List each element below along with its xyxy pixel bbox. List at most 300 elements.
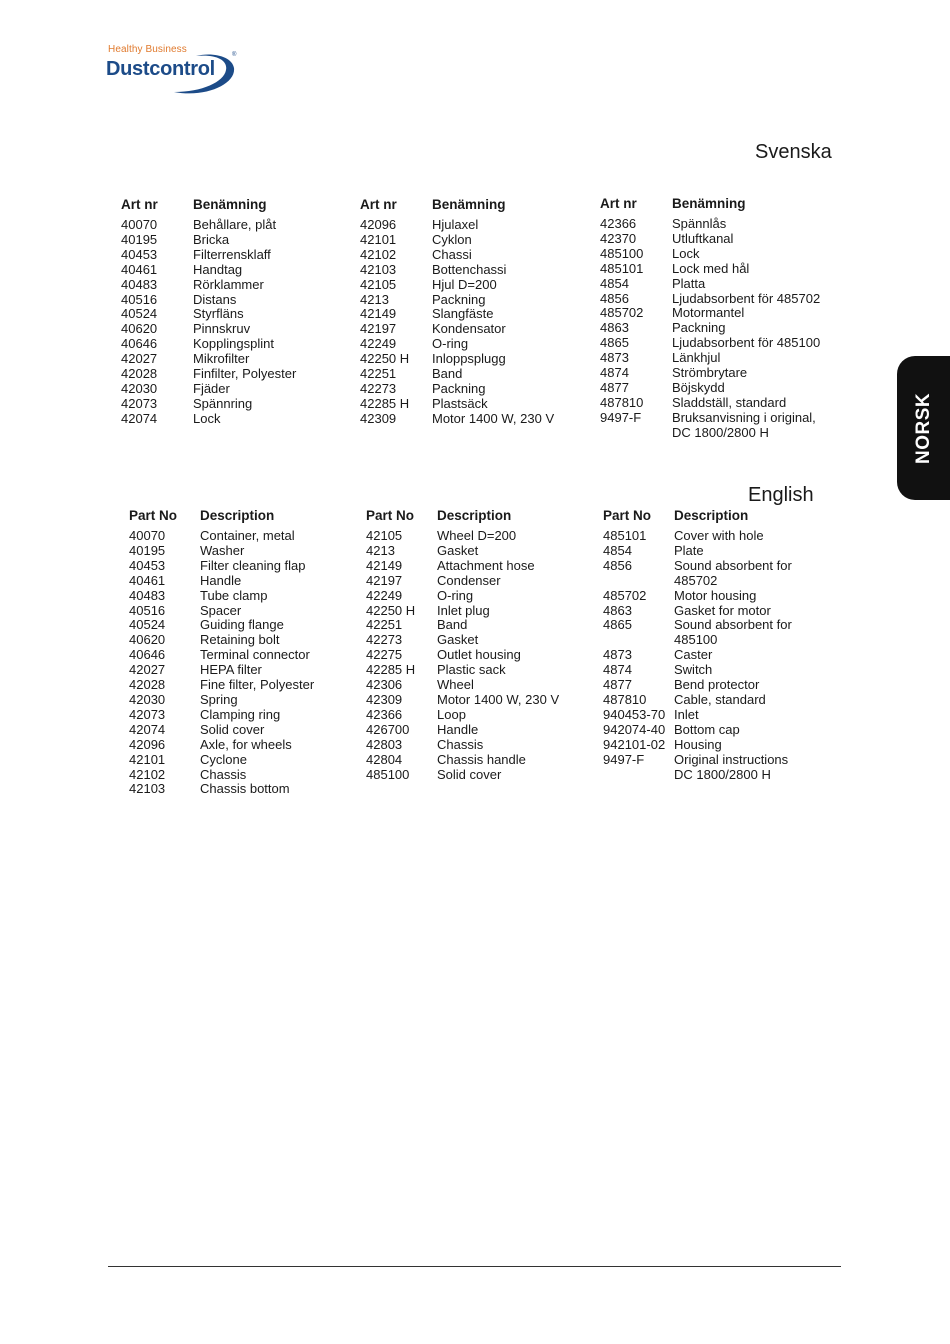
- part-description: Washer: [200, 542, 245, 558]
- part-description: Bottenchassi: [432, 261, 507, 277]
- part-description: Solid cover: [200, 721, 265, 737]
- part-row: [129, 723, 314, 738]
- part-description: Chassi: [432, 246, 472, 262]
- side-tab-label: NORSK: [913, 392, 934, 464]
- part-row: [366, 708, 559, 723]
- header-part-number: Art nr: [121, 197, 158, 212]
- part-number: 40516: [129, 602, 166, 618]
- part-number: 42803: [366, 736, 403, 752]
- part-description: Mikrofilter: [193, 351, 250, 367]
- column-header: [129, 508, 314, 529]
- part-number: 40195: [121, 231, 158, 247]
- part-description: Wheel: [437, 677, 474, 693]
- part-row: [603, 753, 792, 768]
- part-row: [366, 589, 559, 604]
- part-number: 485702: [600, 305, 644, 321]
- part-description: Lock med hål: [672, 260, 750, 276]
- part-number: [603, 768, 674, 783]
- part-description: Container, metal: [200, 528, 295, 543]
- part-number: 4874: [603, 662, 632, 678]
- part-row: [360, 382, 554, 397]
- part-number: 42306: [366, 677, 403, 693]
- part-description: Gasket for motor: [674, 602, 771, 618]
- part-row: [603, 738, 792, 753]
- part-description: Hjulaxel: [432, 217, 479, 232]
- part-row: [603, 559, 792, 574]
- part-number: 42101: [360, 231, 397, 247]
- part-description: Spännlås: [672, 216, 727, 231]
- footer-divider: [108, 1266, 841, 1267]
- part-description: Chassis handle: [437, 751, 526, 767]
- part-row: [603, 678, 792, 693]
- part-number: 485100: [600, 245, 644, 261]
- part-description: Loop: [437, 706, 466, 722]
- part-row: [360, 263, 554, 278]
- part-number: 42309: [366, 691, 403, 707]
- part-description: Filter cleaning flap: [200, 557, 306, 573]
- part-description: Utluftkanal: [672, 230, 734, 246]
- part-row: [366, 529, 559, 544]
- svenska-column-2: [360, 197, 554, 427]
- part-row: [360, 412, 554, 427]
- part-row: [129, 559, 314, 574]
- part-row: [121, 352, 296, 367]
- part-description: Cyklon: [432, 231, 472, 247]
- part-number: 42309: [360, 410, 397, 426]
- part-row: [600, 277, 820, 292]
- part-description: Packning: [432, 380, 486, 396]
- part-description: Distans: [193, 291, 237, 307]
- part-row: [603, 663, 792, 678]
- part-row: [600, 426, 820, 441]
- part-number: 4854: [600, 275, 629, 291]
- part-number: 4863: [600, 320, 629, 336]
- part-number: 42250 H: [366, 602, 416, 618]
- svenska-column-3: [600, 196, 820, 441]
- part-row: [129, 753, 314, 768]
- part-row: [603, 618, 792, 633]
- part-description: Ljudabsorbent för 485702: [672, 290, 821, 306]
- part-number: 42103: [129, 781, 166, 797]
- part-description: Motor 1400 W, 230 V: [437, 691, 560, 707]
- part-number: 42027: [121, 351, 158, 367]
- part-description: Solid cover: [437, 766, 502, 782]
- header-part-number: Part No: [129, 508, 178, 523]
- header-part-number: Art nr: [600, 196, 637, 211]
- header-description: Description: [437, 508, 512, 523]
- part-row: [366, 648, 559, 663]
- part-number: 4854: [603, 542, 632, 558]
- part-number: 4874: [600, 365, 629, 381]
- header-part-number: Part No: [366, 508, 415, 523]
- part-row: [129, 738, 314, 753]
- part-number: 9497-F: [603, 751, 645, 767]
- part-description: Lock: [672, 245, 700, 261]
- part-row: [600, 247, 820, 262]
- part-row: [121, 263, 296, 278]
- part-description: Sladdställ, standard: [672, 394, 787, 410]
- part-row: [121, 322, 296, 337]
- part-row: [366, 663, 559, 678]
- part-number: 42370: [600, 230, 637, 246]
- part-description: Plastsäck: [432, 395, 488, 411]
- part-row: [603, 633, 792, 648]
- part-number: 40620: [129, 632, 166, 648]
- part-description: Condenser: [437, 572, 501, 588]
- part-description: Slangfäste: [432, 306, 494, 322]
- part-description: Axle, for wheels: [200, 736, 292, 752]
- part-description: Chassis: [437, 736, 484, 752]
- part-row: [121, 218, 296, 233]
- part-row: [360, 397, 554, 412]
- part-number: 42366: [600, 216, 637, 231]
- part-number: 4213: [360, 291, 389, 307]
- part-description: Kopplingsplint: [193, 336, 274, 352]
- part-number: 4865: [603, 617, 632, 633]
- part-description: Fine filter, Polyester: [200, 677, 315, 693]
- heading-english: English: [748, 484, 814, 506]
- part-number: 42250 H: [360, 351, 410, 367]
- part-description: Plate: [674, 542, 704, 558]
- part-row: [600, 262, 820, 277]
- part-row: [600, 381, 820, 396]
- part-description: Outlet housing: [437, 647, 521, 663]
- part-row: [121, 397, 296, 412]
- part-description: Bricka: [193, 231, 230, 247]
- part-description: Cover with hole: [674, 528, 764, 543]
- part-number: 4856: [600, 290, 629, 306]
- part-number: 42197: [360, 321, 397, 337]
- part-number: 4865: [600, 335, 629, 351]
- part-row: [129, 618, 314, 633]
- registered-mark: ®: [232, 52, 237, 58]
- part-row: [360, 218, 554, 233]
- part-description: Handle: [437, 721, 479, 737]
- part-number: 42249: [366, 587, 403, 603]
- english-column-3: [603, 508, 792, 782]
- part-number: 9497-F: [600, 409, 642, 425]
- part-number: 487810: [603, 691, 647, 707]
- part-description: O-ring: [437, 587, 474, 603]
- part-row: [366, 723, 559, 738]
- part-row: [603, 604, 792, 619]
- part-description: Lock: [193, 410, 221, 426]
- part-description: Bruksanvisning i original,: [672, 409, 816, 425]
- part-row: [600, 217, 820, 232]
- part-description: Terminal connector: [200, 647, 310, 663]
- part-description: Böjskydd: [672, 379, 725, 395]
- part-row: [360, 367, 554, 382]
- part-description: Handle: [200, 572, 242, 588]
- part-row: [360, 352, 554, 367]
- part-number: 42105: [360, 276, 397, 292]
- part-number: 942101-02: [603, 736, 666, 752]
- header-part-number: Art nr: [360, 197, 397, 212]
- header-description: Benämning: [672, 196, 746, 211]
- part-description: Bend protector: [674, 677, 760, 693]
- part-number: 940453-70: [603, 706, 666, 722]
- part-description: Cyclone: [200, 751, 247, 767]
- part-description: Behållare, plåt: [193, 217, 277, 232]
- part-description: Gasket: [437, 632, 479, 648]
- part-row: [366, 768, 559, 783]
- logo-name: Dustcontrol: [106, 58, 215, 80]
- part-number: [603, 574, 674, 589]
- part-row: [603, 693, 792, 708]
- part-description: Filterrensklaff: [193, 246, 271, 262]
- part-description: Fjäder: [193, 380, 230, 396]
- part-number: 40070: [129, 528, 166, 543]
- part-row: [600, 351, 820, 366]
- part-row: [366, 544, 559, 559]
- part-number: 42366: [366, 706, 403, 722]
- part-number: 485101: [600, 260, 644, 276]
- part-description: DC 1800/2800 H: [672, 424, 769, 440]
- column-header: [366, 508, 559, 529]
- part-number: 42074: [121, 410, 158, 426]
- part-row: [129, 648, 314, 663]
- part-row: [366, 693, 559, 708]
- part-row: [366, 633, 559, 648]
- part-number: 42102: [360, 246, 397, 262]
- part-row: [129, 678, 314, 693]
- part-description: Sound absorbent for: [674, 617, 792, 633]
- part-row: [366, 753, 559, 768]
- part-description: Bottom cap: [674, 721, 740, 737]
- part-description: Cable, standard: [674, 691, 766, 707]
- part-number: 40483: [121, 276, 158, 292]
- part-row: [129, 782, 314, 797]
- part-row: [129, 633, 314, 648]
- part-number: 485101: [603, 528, 647, 543]
- part-row: [603, 544, 792, 559]
- part-number: 42073: [129, 706, 166, 722]
- part-description: Rörklammer: [193, 276, 264, 292]
- part-number: 487810: [600, 394, 644, 410]
- part-row: [600, 306, 820, 321]
- part-row: [603, 529, 792, 544]
- part-description: Tube clamp: [200, 587, 268, 603]
- part-description: Gasket: [437, 542, 479, 558]
- part-row: [603, 768, 792, 783]
- part-number: 42103: [360, 261, 397, 277]
- part-description: Guiding flange: [200, 617, 284, 633]
- part-row: [366, 738, 559, 753]
- part-row: [129, 768, 314, 783]
- part-description: Wheel D=200: [437, 528, 517, 543]
- part-description: Original instructions: [674, 751, 789, 767]
- part-description: Clamping ring: [200, 706, 281, 722]
- part-description: Strömbrytare: [672, 365, 748, 381]
- part-number: 4877: [600, 379, 629, 395]
- part-row: [129, 574, 314, 589]
- part-number: 40461: [129, 572, 166, 588]
- part-row: [600, 396, 820, 411]
- part-row: [121, 367, 296, 382]
- part-row: [603, 723, 792, 738]
- part-row: [129, 544, 314, 559]
- part-description: HEPA filter: [200, 662, 262, 678]
- part-number: 42251: [360, 366, 397, 382]
- part-number: 40461: [121, 261, 158, 277]
- part-description: Länkhjul: [672, 350, 721, 366]
- part-number: 485702: [603, 587, 647, 603]
- part-description: Finfilter, Polyester: [193, 366, 297, 382]
- part-number: 42073: [121, 395, 158, 411]
- part-number: 42030: [129, 691, 166, 707]
- part-row: [600, 336, 820, 351]
- english-column-2: [366, 508, 559, 782]
- part-row: [121, 337, 296, 352]
- part-description: DC 1800/2800 H: [674, 766, 771, 782]
- part-number: 426700: [366, 721, 410, 737]
- part-number: 42273: [366, 632, 403, 648]
- part-description: Spännring: [193, 395, 253, 411]
- part-description: Housing: [674, 736, 722, 752]
- part-description: Hjul D=200: [432, 276, 497, 292]
- part-number: 42149: [366, 557, 403, 573]
- part-number: 42804: [366, 751, 403, 767]
- part-row: [600, 366, 820, 381]
- logo-tagline: Healthy Business: [108, 44, 187, 55]
- logo-swoosh-icon: [166, 48, 242, 96]
- part-row: [603, 648, 792, 663]
- part-row: [366, 618, 559, 633]
- part-description: Band: [432, 366, 463, 382]
- header-description: Benämning: [193, 197, 267, 212]
- part-number: 42030: [121, 380, 158, 396]
- part-row: [129, 604, 314, 619]
- part-row: [603, 574, 792, 589]
- part-number: 4856: [603, 557, 632, 573]
- part-row: [129, 663, 314, 678]
- column-header: [600, 196, 820, 217]
- part-number: 40195: [129, 542, 166, 558]
- part-row: [129, 693, 314, 708]
- part-number: 40516: [121, 291, 158, 307]
- part-row: [366, 678, 559, 693]
- header-description: Description: [674, 508, 749, 523]
- part-number: 42105: [366, 528, 403, 543]
- part-description: Motor housing: [674, 587, 757, 603]
- part-description: Sound absorbent for: [674, 557, 792, 573]
- part-row: [360, 233, 554, 248]
- part-number: 42273: [360, 380, 397, 396]
- part-number: [600, 426, 672, 441]
- part-row: [600, 411, 820, 426]
- part-number: 42096: [129, 736, 166, 752]
- part-number: 40453: [129, 557, 166, 573]
- part-number: 42149: [360, 306, 397, 322]
- part-description: Band: [437, 617, 468, 633]
- part-row: [360, 307, 554, 322]
- part-number: 485100: [366, 766, 410, 782]
- part-row: [603, 589, 792, 604]
- part-description: Packning: [672, 320, 726, 336]
- part-description: Retaining bolt: [200, 632, 280, 648]
- part-number: 42251: [366, 617, 403, 633]
- part-description: Kondensator: [432, 321, 506, 337]
- part-row: [129, 529, 314, 544]
- part-number: 42096: [360, 217, 397, 232]
- part-row: [121, 293, 296, 308]
- part-description: Plastic sack: [437, 662, 506, 678]
- part-row: [121, 307, 296, 322]
- part-number: 42249: [360, 336, 397, 352]
- part-description: Spacer: [200, 602, 242, 618]
- part-row: [129, 589, 314, 604]
- part-row: [360, 293, 554, 308]
- column-header: [603, 508, 792, 529]
- part-number: 4877: [603, 677, 632, 693]
- part-row: [360, 248, 554, 263]
- part-description: O-ring: [432, 336, 469, 352]
- part-description: Chassis bottom: [200, 781, 290, 797]
- part-row: [121, 382, 296, 397]
- part-description: Attachment hose: [437, 557, 535, 573]
- part-row: [121, 412, 296, 427]
- part-number: 4213: [366, 542, 395, 558]
- part-row: [121, 233, 296, 248]
- part-row: [600, 292, 820, 307]
- part-description: Handtag: [193, 261, 243, 277]
- part-number: 42028: [121, 366, 158, 382]
- part-description: Motormantel: [672, 305, 745, 321]
- part-description: Caster: [674, 647, 713, 663]
- part-number: 40070: [121, 217, 158, 232]
- part-row: [121, 248, 296, 263]
- part-row: [366, 604, 559, 619]
- part-number: 40524: [129, 617, 166, 633]
- part-description: Ljudabsorbent för 485100: [672, 335, 821, 351]
- part-row: [129, 708, 314, 723]
- header-part-number: Part No: [603, 508, 652, 523]
- part-number: 42285 H: [360, 395, 410, 411]
- part-number: 4863: [603, 602, 632, 618]
- part-description: Packning: [432, 291, 486, 307]
- part-row: [121, 278, 296, 293]
- part-description: Styrfläns: [193, 306, 244, 322]
- part-description: 485702: [674, 572, 718, 588]
- part-number: 40453: [121, 246, 158, 262]
- part-row: [366, 559, 559, 574]
- part-row: [600, 321, 820, 336]
- part-description: Inlet plug: [437, 602, 490, 618]
- svenska-column-1: [121, 197, 296, 427]
- part-row: [366, 574, 559, 589]
- part-number: 42028: [129, 677, 166, 693]
- part-number: 4873: [603, 647, 632, 663]
- part-row: [360, 322, 554, 337]
- part-description: Inlet: [674, 706, 699, 722]
- part-number: 40646: [121, 336, 158, 352]
- language-side-tab: [897, 356, 950, 500]
- part-number: 4873: [600, 350, 629, 366]
- part-number: 942074-40: [603, 721, 666, 737]
- part-description: Spring: [200, 691, 238, 707]
- part-number: 40646: [129, 647, 166, 663]
- part-description: Switch: [674, 662, 713, 678]
- part-number: 40620: [121, 321, 158, 337]
- part-number: 40524: [121, 306, 158, 322]
- english-column-1: [129, 508, 314, 797]
- header-description: Benämning: [432, 197, 506, 212]
- header-description: Description: [200, 508, 275, 523]
- part-row: [603, 708, 792, 723]
- part-description: Inloppsplugg: [432, 351, 506, 367]
- part-number: 42197: [366, 572, 403, 588]
- part-description: Motor 1400 W, 230 V: [432, 410, 555, 426]
